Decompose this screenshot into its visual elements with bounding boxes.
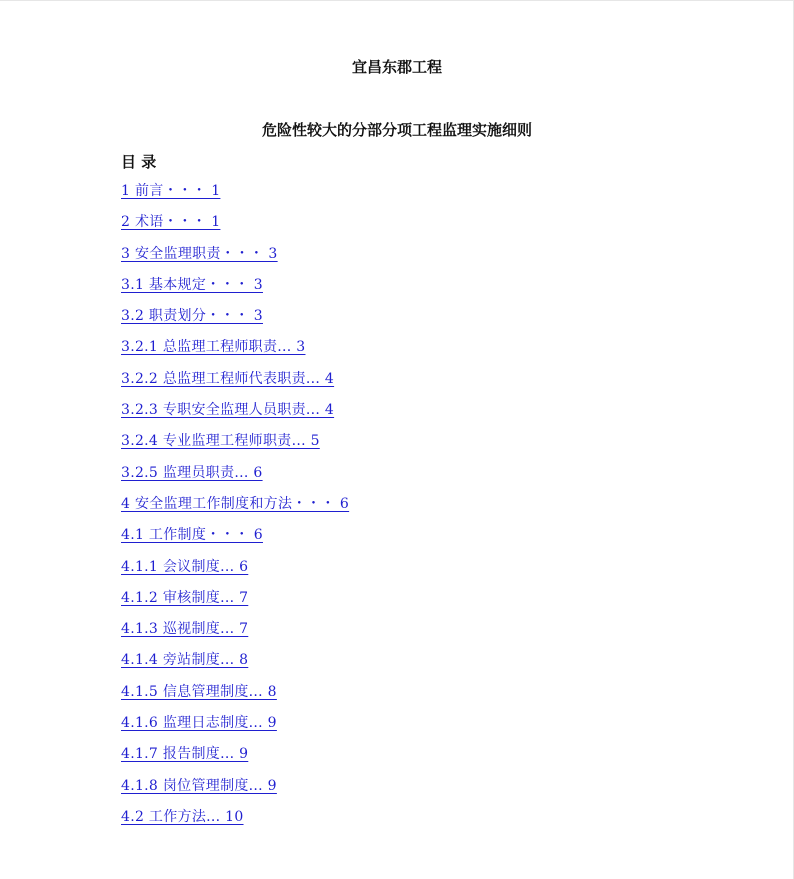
toc-heading: 目 录	[121, 153, 157, 171]
toc-link[interactable]: 2 术语・・・ 1	[121, 214, 221, 231]
toc-entry	[121, 400, 349, 431]
toc-entry	[121, 494, 349, 525]
toc-link[interactable]: 3.2.5 监理员职责... 6	[121, 464, 263, 481]
toc-entry	[121, 682, 349, 713]
toc-entry	[121, 306, 349, 337]
toc-link[interactable]: 3 安全监理职责・・・ 3	[121, 245, 278, 262]
toc-link[interactable]: 4.1.8 岗位管理制度... 9	[121, 777, 277, 794]
toc-entry	[121, 369, 349, 400]
toc-link[interactable]: 4 安全监理工作制度和方法・・・ 6	[121, 495, 350, 512]
toc-link[interactable]: 4.1 工作制度・・・ 6	[121, 527, 263, 544]
toc-entry	[121, 525, 349, 556]
toc-entry	[121, 212, 349, 243]
toc-link[interactable]: 4.1.2 审核制度... 7	[121, 589, 249, 606]
toc-entry	[121, 431, 349, 462]
toc-entry	[121, 776, 349, 807]
toc-link[interactable]: 4.1.6 监理日志制度... 9	[121, 715, 277, 732]
document-subtitle: 危险性较大的分部分项工程监理实施细则	[261, 121, 532, 139]
toc-link[interactable]: 3.2.2 总监理工程师代表职责... 4	[121, 370, 335, 387]
toc-entry	[121, 588, 349, 619]
document-title: 宜昌东郡工程	[351, 58, 442, 76]
toc-link[interactable]: 3.2.4 专业监理工程师职责... 5	[121, 433, 320, 450]
toc-link[interactable]: 4.2 工作方法... 10	[121, 808, 244, 825]
toc-link[interactable]: 3.2 职责划分・・・ 3	[121, 308, 263, 325]
table-of-contents	[121, 181, 349, 838]
toc-entry	[121, 244, 349, 275]
toc-entry	[121, 744, 349, 775]
toc-link[interactable]: 3.1 基本规定・・・ 3	[121, 276, 263, 293]
toc-link[interactable]: 3.2.3 专职安全监理人员职责... 4	[121, 402, 335, 419]
toc-entry	[121, 181, 349, 212]
toc-link[interactable]: 4.1.3 巡视制度... 7	[121, 621, 249, 638]
toc-entry	[121, 650, 349, 681]
toc-link[interactable]: 4.1.4 旁站制度... 8	[121, 652, 249, 669]
toc-entry	[121, 337, 349, 368]
toc-entry	[121, 713, 349, 744]
toc-link[interactable]: 4.1.1 会议制度... 6	[121, 558, 249, 575]
toc-entry	[121, 275, 349, 306]
toc-link[interactable]: 4.1.5 信息管理制度... 8	[121, 683, 277, 700]
toc-link[interactable]: 4.1.7 报告制度... 9	[121, 746, 249, 763]
toc-link[interactable]: 1 前言・・・ 1	[121, 183, 221, 199]
toc-entry	[121, 619, 349, 650]
toc-entry	[121, 807, 349, 838]
toc-entry	[121, 557, 349, 588]
toc-link[interactable]: 3.2.1 总监理工程师职责... 3	[121, 339, 306, 356]
toc-entry	[121, 463, 349, 494]
